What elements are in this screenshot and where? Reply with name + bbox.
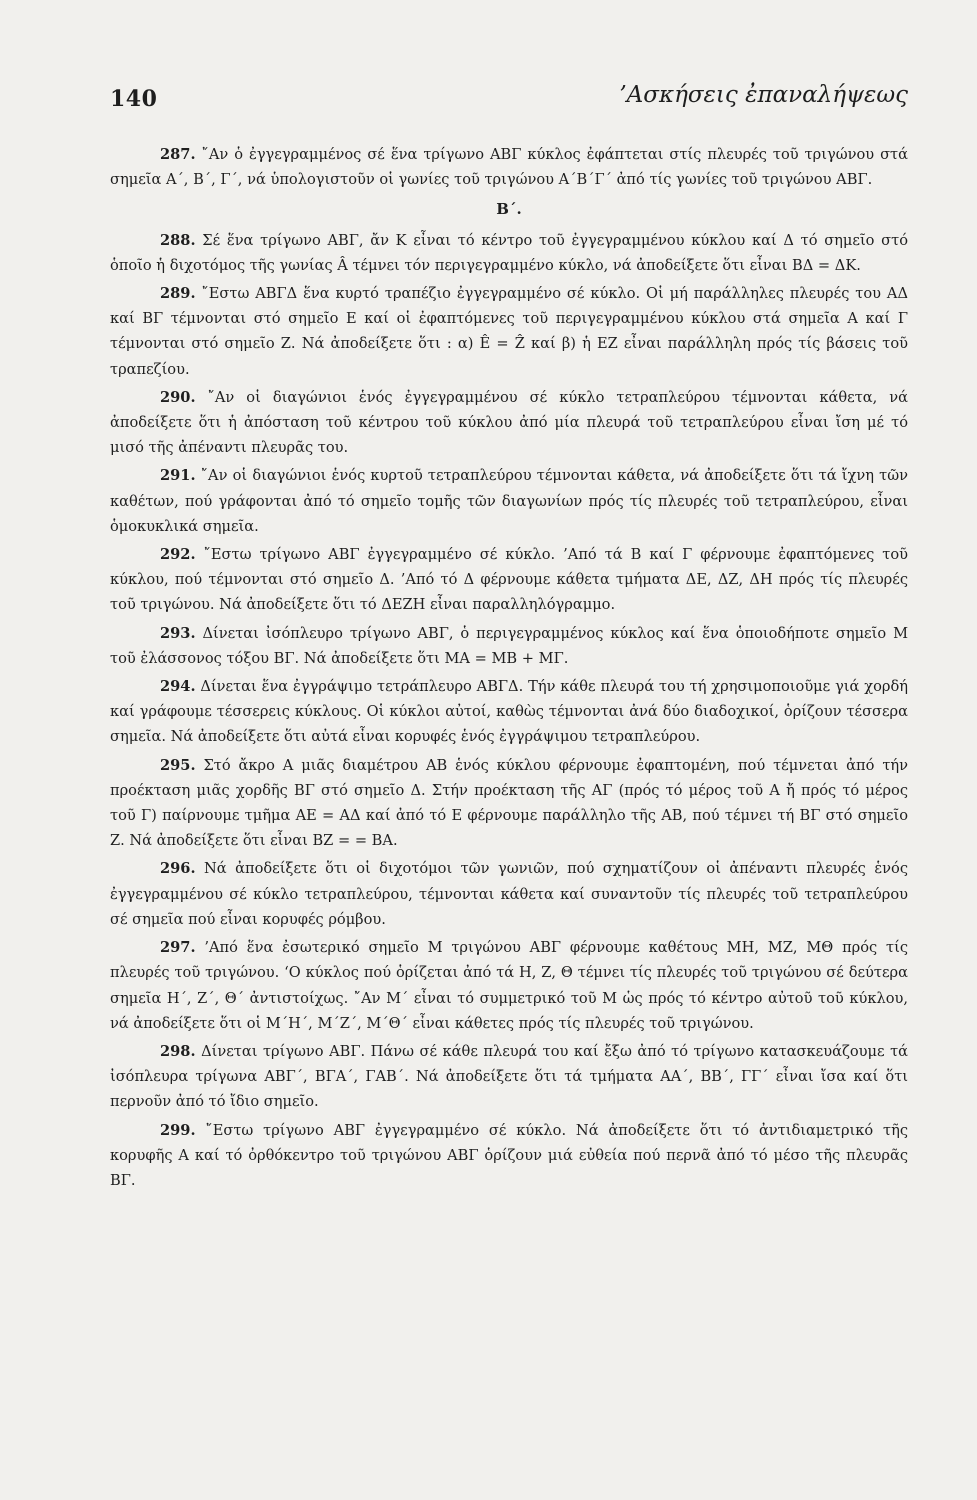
exercise-288 (110, 228, 908, 278)
exercise-text: ῎Αν ὁ ἐγγεγραμμένος σέ ἕνα τρίγωνο ΑΒΓ κύκλος ἐφάπτεται στίς πλευρές τοῦ τριγώνου στά σημεῖα Α΄, Β΄, Γ΄, νά ὑπολογιστοῦν οἱ γωνίες τοῦ τριγώνου Α΄Β΄Γ΄ ἀπό τίς γωνίες τοῦ τριγώνου ΑΒΓ. (110, 146, 908, 189)
exercise-number: 288. (160, 231, 196, 249)
exercise-number: 292. (160, 546, 196, 564)
exercise-number: 297. (160, 939, 196, 957)
exercise-number: 287. (160, 146, 196, 163)
exercise-290 (110, 385, 908, 461)
exercise-text: ῎Εστω τρίγωνο ΑΒΓ ἐγγεγραμμένο σέ κύκλο. ’Από τά Β καί Γ φέρνουμε ἐφαπτόμενες τοῦ κύκλου, πού τέμνονται στό σημεῖο Δ. ’Από τό Δ φέρνουμε κάθετα τμήματα ΔΕ, ΔΖ, ΔΗ πρός τίς πλευρές τοῦ τριγώνου. Νά ἀποδείξετε ὅτι τό ΔΕΖΗ εἶναι παραλληλόγραμμο. (110, 546, 909, 614)
exercise-text: Δίνεται ἕνα ἐγγράψιμο τετράπλευρο ΑΒΓΔ. Τήν κάθε πλευρά του τή χρησιμοποιοῦμε γιά χορδή καί γράφουμε τέσσερεις κύκλους. Οἱ κύκλοι αὐτοί, καθὼς τέμνονται ἀνά δύο διαδοχικοί, ὁρίζουν τέσσερα σημεῖα. Νά ἀποδείξετε ὅτι αὐτά εἶναι κορυφές ἑνός ἐγγράψιμου τετραπλεύρου. (110, 678, 908, 746)
exercise-text: ῎Αν οἱ διαγώνιοι ἑνός κυρτοῦ τετραπλεύρου τέμνονται κάθετα, νά ἀποδείξετε ὅτι τά ἴχνη τῶν καθέτων, πού γράφονται ἀπό τό σημεῖο τομῆς τῶν διαγωνίων πρός τίς πλευρές τοῦ τετραπλεύρου, εἶναι ὁμοκυκλικά σημεῖα. (110, 467, 909, 535)
exercise-number: 290. (160, 388, 196, 406)
page-number: 140 (110, 86, 158, 112)
exercise-text: Σέ ἕνα τρίγωνο ΑΒΓ, ἄν Κ εἶναι τό κέντρο τοῦ ἐγγεγραμμένου κύκλου καί Δ τό σημεῖο στό ὁποῖο ἡ διχοτόμος τῆς γωνίας Â τέμνει τόν περιγεγραμμένο κύκλο, νά ἀποδείξετε ὅτι εἶναι ΒΔ = ΔΚ. (110, 231, 908, 274)
exercise-294 (110, 674, 908, 750)
exercise-text: ῎Εστω ΑΒΓΔ ἕνα κυρτό τραπέζιο ἐγγεγραμμένο σέ κύκλο. Οἱ μή παράλληλες πλευρές του ΑΔ καί ΒΓ τέμνονται στό σημεῖο Ε καί οἱ ἐφαπτόμενες τοῦ περιγεγραμμένου κύκλου στά σημεῖα Α καί Γ τέμνονται στό σημεῖο Ζ. Νά ἀποδείξετε ὅτι : α) Ê = Ẑ καί β) ἡ ΕΖ εἶναι παράλληλη πρός τίς βάσεις τοῦ τραπεζίου. (110, 285, 908, 378)
exercise-number: 296. (160, 860, 196, 878)
exercise-number: 294. (160, 678, 196, 696)
exercise-291 (110, 463, 908, 539)
exercise-text: Δίνεται τρίγωνο ΑΒΓ. Πάνω σέ κάθε πλευρά του καί ἔξω ἀπό τό τρίγωνο κατασκευάζουμε τά ἰσόπλευρα τρίγωνα ΑΒΓ΄, ΒΓΑ΄, ΓΑΒ΄. Νά ἀποδείξετε ὅτι τά τμήματα ΑΑ΄, ΒΒ΄, ΓΓ΄ εἶναι ἴσα καί ὅτι περνοῦν ἀπό τό ἴδιο σημεῖο. (110, 1042, 908, 1111)
page-header (110, 82, 908, 122)
exercise-number: 289. (160, 285, 196, 303)
exercise-list (110, 142, 908, 1193)
exercise-number: 298. (160, 1042, 196, 1060)
section-label: Β΄. (496, 200, 522, 219)
exercise-text: ’Από ἕνα ἐσωτερικό σημεῖο Μ τριγώνου ΑΒΓ φέρνουμε καθέτους ΜΗ, ΜΖ, ΜΘ πρός τίς πλευρές τοῦ τριγώνου. ‘Ο κύκλος πού ὁρίζεται ἀπό τά Η, Ζ, Θ τέμνει τίς πλευρές τοῦ τριγώνου σέ δεύτερα σημεῖα Η΄, Ζ΄, Θ΄ ἀντιστοίχως. ῎Αν Μ΄ εἶναι τό συμμετρικό τοῦ Μ ὡς πρός τό κέντρο αὐτοῦ τοῦ κύκλου, νά ἀποδείξετε ὅτι οἱ Μ΄Η΄, Μ΄Ζ΄, Μ΄Θ΄ εἶναι κάθετες πρός τίς πλευρές τοῦ τριγώνου. (110, 939, 908, 1032)
exercise-text: ῎Εστω τρίγωνο ΑΒΓ ἐγγεγραμμένο σέ κύκλο. Νά ἀποδείξετε ὅτι τό ἀντιδιαμετρικό τῆς κορυφῆς Α καί τό ὀρθόκεντρο τοῦ τριγώνου ΑΒΓ ὁρίζουν μιά εὐθεία πού περνᾶ ἀπό τό μέσο τῆς πλευρᾶς ΒΓ. (110, 1121, 908, 1189)
exercise-296 (110, 856, 908, 932)
exercise-299 (110, 1118, 908, 1194)
exercise-number: 299. (160, 1121, 196, 1139)
exercise-289 (110, 281, 908, 382)
exercise-text: ῎Αν οἱ διαγώνιοι ἑνός ἐγγεγραμμένου σέ κύκλο τετραπλεύρου τέμνονται κάθετα, νά ἀποδείξετε ὅτι ἡ ἀπόσταση τοῦ κέντρου τοῦ κύκλου ἀπό μία πλευρά τοῦ τετραπλεύρου εἶναι ἴση μέ τό μισό τῆς ἀπέναντι πλευρᾶς του. (110, 388, 909, 457)
exercise-text: Νά ἀποδείξετε ὅτι οἱ διχοτόμοι τῶν γωνιῶν, πού σχηματίζουν οἱ ἀπέναντι πλευρές ἑνός ἐγγεγραμμένου σέ κύκλο τετραπλεύρου, τέμνονται κάθετα καί συναντοῦν τίς πλευρές τοῦ τετραπλεύρου σέ σημεῖα πού εἶναι κορυφές ρόμβου. (110, 860, 908, 928)
exercise-text: Στό ἄκρο Α μιᾶς διαμέτρου ΑΒ ἑνός κύκλου φέρνουμε ἐφαπτομένη, πού τέμνεται ἀπό τήν προέκταση μιᾶς χορδῆς ΒΓ στό σημεῖο Δ. Στήν προέκταση τῆς ΑΓ (πρός τό μέρος τοῦ Α ἤ πρός τό μέρος τοῦ Γ) παίρνουμε τμῆμα ΑΕ = ΑΔ καί ἀπό τό Ε φέρνουμε παράλληλο τῆς ΑΒ, πού τέμνει τή ΒΓ στό σημεῖο Ζ. Νά ἀποδείξετε ὅτι εἶναι ΒΖ = = ΒΑ. (110, 756, 909, 850)
exercise-297 (110, 935, 908, 1036)
running-head: ’Ασκήσεις ἐπαναλήψεως (619, 82, 908, 108)
exercise-293 (110, 621, 908, 671)
exercise-number: 291. (160, 467, 196, 485)
exercise-number: 293. (160, 624, 196, 642)
exercise-295 (110, 753, 908, 854)
exercise-287 (110, 142, 908, 192)
exercise-292 (110, 542, 908, 618)
exercise-number: 295. (160, 756, 196, 774)
exercise-298 (110, 1039, 908, 1115)
exercise-text: Δίνεται ἰσόπλευρο τρίγωνο ΑΒΓ, ὁ περιγεγραμμένος κύκλος καί ἕνα ὁποιοδήποτε σημεῖο Μ τοῦ ἐλάσσονος τόξου ΒΓ. Νά ἀποδείξετε ὅτι ΜΑ = ΜΒ + ΜΓ. (110, 624, 909, 667)
